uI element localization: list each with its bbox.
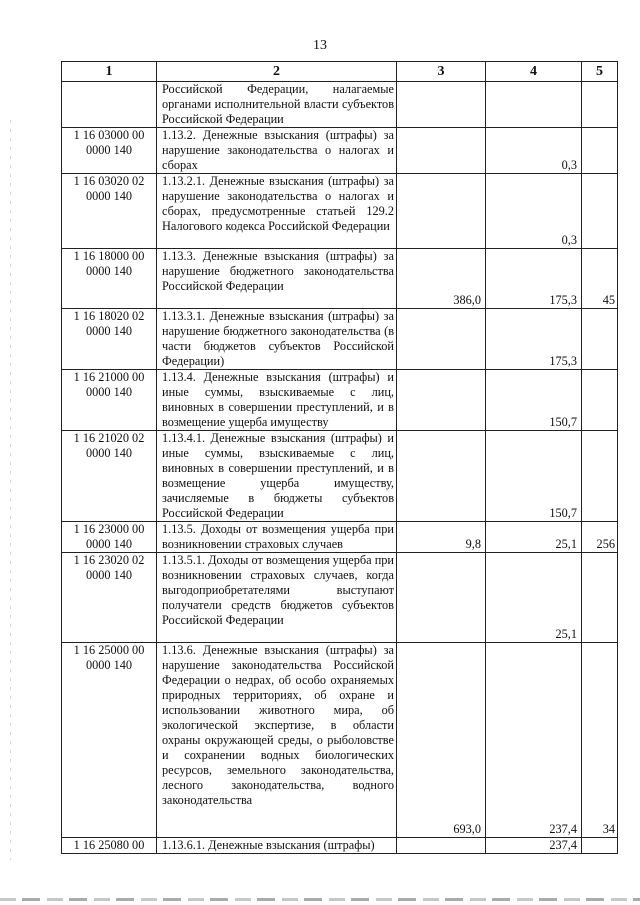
- value-col4: 237,4: [486, 643, 582, 838]
- value-col5: [582, 82, 618, 128]
- scan-bottom-artifact: [0, 898, 640, 901]
- value-col3: [397, 431, 486, 522]
- value-col3: 693,0: [397, 643, 486, 838]
- row-description: 1.13.2. Денежные взыскания (штрафы) за нарушение законодательства о налогах и сборах: [157, 128, 397, 174]
- table-row: [62, 370, 618, 431]
- row-description: 1.13.3.1. Денежные взыскания (штрафы) за нарушение бюджетного законодательства (в части бюджетов субъектов Российской Федерации): [157, 309, 397, 370]
- value-col5: [582, 838, 618, 854]
- row-description: 1.13.6.1. Денежные взыскания (штрафы): [157, 838, 397, 854]
- budget-code: 1 16 21000 00 0000 140: [62, 370, 157, 431]
- table-row: [62, 838, 618, 854]
- budget-code: 1 16 25080 00: [62, 838, 157, 854]
- value-col3: 386,0: [397, 249, 486, 309]
- value-col4: 237,4: [486, 838, 582, 854]
- column-header-1: 1: [62, 62, 157, 82]
- table-row: [62, 82, 618, 128]
- column-header-2: 2: [157, 62, 397, 82]
- column-header-4: 4: [486, 62, 582, 82]
- value-col3: [397, 309, 486, 370]
- budget-code: [62, 82, 157, 128]
- value-col4: 150,7: [486, 370, 582, 431]
- row-description: 1.13.5.1. Доходы от возмещения ущерба при возникновении страховых случаев, когда выгодоприобретателями выступают получатели средств бюджетов субъектов Российской Федерации: [157, 553, 397, 643]
- row-description: 1.13.3. Денежные взыскания (штрафы) за нарушение бюджетного законодательства Российской Федерации: [157, 249, 397, 309]
- budget-code: 1 16 18020 02 0000 140: [62, 309, 157, 370]
- value-col4: 25,1: [486, 522, 582, 553]
- table-row: [62, 128, 618, 174]
- page-number: 13: [313, 38, 327, 53]
- value-col4: 175,3: [486, 249, 582, 309]
- value-col3: 9,8: [397, 522, 486, 553]
- budget-code: 1 16 23000 00 0000 140: [62, 522, 157, 553]
- row-description: 1.13.6. Денежные взыскания (штрафы) за нарушение законодательства Российской Федерации о недрах, об особо охраняемых природных территориях, об охране и использовании животного мира, об экологической экспертизе, в области охраны окружающей среды, о рыболовстве и сохранении водных биологических ресурсов, земельного законодательства, лесного законодательства, водного законодательства: [157, 643, 397, 838]
- value-col4: [486, 82, 582, 128]
- value-col3: [397, 553, 486, 643]
- column-header-5: 5: [582, 62, 618, 82]
- value-col3: [397, 174, 486, 249]
- table-row: [62, 522, 618, 553]
- value-col3: [397, 82, 486, 128]
- value-col5: [582, 309, 618, 370]
- row-description: Российской Федерации, налагаемые органами исполнительной власти субъектов Российской Федерации: [157, 82, 397, 128]
- budget-code: 1 16 25000 00 0000 140: [62, 643, 157, 838]
- table-row: [62, 553, 618, 643]
- budget-code: 1 16 03020 02 0000 140: [62, 174, 157, 249]
- value-col5: [582, 431, 618, 522]
- value-col4: 0,3: [486, 174, 582, 249]
- value-col5: 256: [582, 522, 618, 553]
- value-col4: 0,3: [486, 128, 582, 174]
- budget-code: 1 16 03000 00 0000 140: [62, 128, 157, 174]
- value-col5: 34: [582, 643, 618, 838]
- budget-code: 1 16 21020 02 0000 140: [62, 431, 157, 522]
- value-col3: [397, 838, 486, 854]
- scan-edge-artifact: [10, 120, 11, 860]
- budget-code: 1 16 18000 00 0000 140: [62, 249, 157, 309]
- row-description: 1.13.5. Доходы от возмещения ущерба при возникновении страховых случаев: [157, 522, 397, 553]
- table-row: [62, 174, 618, 249]
- value-col3: [397, 128, 486, 174]
- row-description: 1.13.4. Денежные взыскания (штрафы) и иные суммы, взыскиваемые с лиц, виновных в совершении преступлений, и в возмещение ущерба имуществу: [157, 370, 397, 431]
- table-row: [62, 431, 618, 522]
- row-description: 1.13.4.1. Денежные взыскания (штрафы) и иные суммы, взыскиваемые с лиц, виновных в совершении преступлений, и в возмещение ущерба имуществу, зачисляемые в бюджеты субъектов Российской Федерации: [157, 431, 397, 522]
- value-col4: 150,7: [486, 431, 582, 522]
- value-col5: 45: [582, 249, 618, 309]
- budget-code: 1 16 23020 02 0000 140: [62, 553, 157, 643]
- row-description: 1.13.2.1. Денежные взыскания (штрафы) за нарушение законодательства о налогах и сборах, предусмотренные статьей 129.2 Налогового кодекса Российской Федерации: [157, 174, 397, 249]
- value-col3: [397, 370, 486, 431]
- value-col5: [582, 174, 618, 249]
- table-row: [62, 249, 618, 309]
- table-header-row: [62, 62, 618, 82]
- revenue-table: [61, 61, 618, 854]
- value-col5: [582, 128, 618, 174]
- table-row: [62, 643, 618, 838]
- value-col4: 25,1: [486, 553, 582, 643]
- column-header-3: 3: [397, 62, 486, 82]
- value-col5: [582, 553, 618, 643]
- table-row: [62, 309, 618, 370]
- value-col5: [582, 370, 618, 431]
- value-col4: 175,3: [486, 309, 582, 370]
